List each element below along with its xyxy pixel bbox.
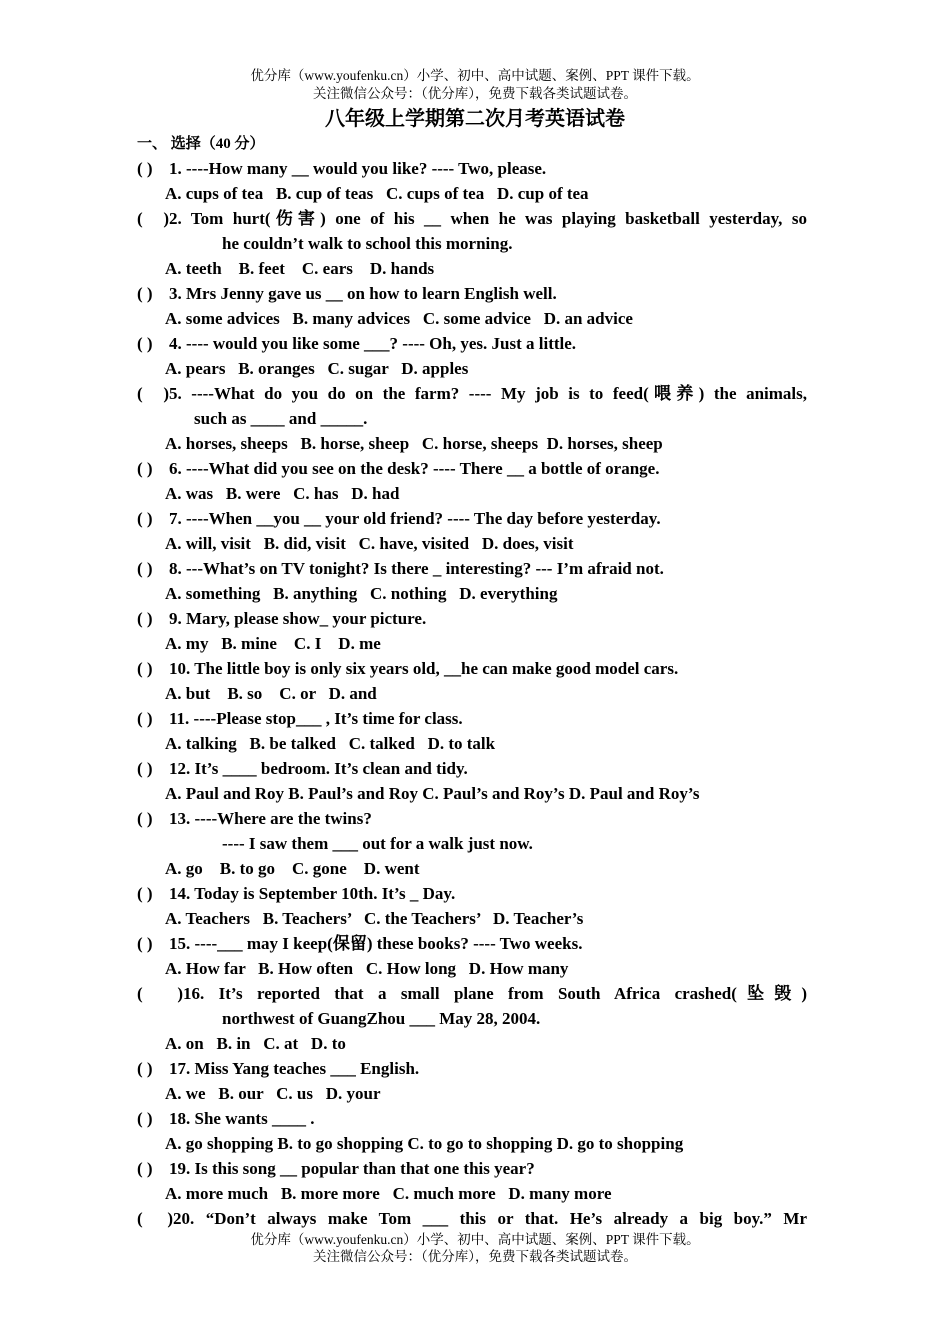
- question-options: A. Paul and Roy B. Paul’s and Roy C. Paul’s and Roy’s D. Paul and Roy’s: [165, 784, 700, 803]
- question-text: 9. Mary, please show_ your picture.: [169, 609, 427, 628]
- question-text: 11. ----Please stop___ , It’s time for class.: [169, 709, 463, 728]
- question-19: [137, 1156, 807, 1206]
- question-text: 12. It’s ____ bedroom. It’s clean and tidy.: [169, 759, 468, 778]
- answer-blank[interactable]: ( ): [137, 284, 153, 303]
- question-12: [137, 756, 807, 806]
- question-text: 2. Tom hurt(伤害) one of his __ when he was playing basketball yesterday, so: [169, 209, 807, 228]
- answer-blank[interactable]: ( ): [137, 934, 153, 953]
- question-18: [137, 1106, 807, 1156]
- question-text: 7. ----When __you __ your old friend? ---- The day before yesterday.: [169, 509, 661, 528]
- question-text: 16. It’s reported that a small plane from South Africa crashed(坠毁): [183, 984, 807, 1003]
- answer-blank[interactable]: ( ): [137, 1109, 153, 1128]
- question-options: A. cups of tea B. cup of teas C. cups of tea D. cup of tea: [165, 184, 589, 203]
- question-7: [137, 506, 807, 556]
- answer-blank[interactable]: ( ): [137, 884, 153, 903]
- question-text: 19. Is this song __ popular than that one this year?: [169, 1159, 535, 1178]
- answer-blank[interactable]: ( ): [137, 709, 153, 728]
- answer-blank[interactable]: ( ): [137, 559, 153, 578]
- question-4: [137, 331, 807, 381]
- question-20: [137, 1206, 807, 1231]
- question-options: A. on B. in C. at D. to: [165, 1034, 346, 1053]
- question-options: A. something B. anything C. nothing D. everything: [165, 584, 558, 603]
- question-text: 6. ----What did you see on the desk? ---- There __ a bottle of orange.: [169, 459, 660, 478]
- question-options: A. my B. mine C. I D. me: [165, 634, 381, 653]
- answer-blank[interactable]: ( ): [137, 1159, 153, 1178]
- question-options: A. pears B. oranges C. sugar D. apples: [165, 359, 469, 378]
- question-13: [137, 806, 807, 881]
- question-options: A. go shopping B. to go shopping C. to go to shopping D. go to shopping: [165, 1134, 684, 1153]
- answer-blank[interactable]: ( ): [137, 509, 153, 528]
- header-line-1: 优分库（www.youfenku.cn）小学、初中、高中试题、案例、PPT 课件下载。: [250, 68, 700, 83]
- question-text: 15. ----___ may I keep(保留) these books? ---- Two weeks.: [169, 934, 583, 953]
- answer-blank[interactable]: ( ): [137, 384, 169, 403]
- question-16: [137, 981, 807, 1056]
- footer-line-1: 优分库（www.youfenku.cn）小学、初中、高中试题、案例、PPT 课件下载。: [250, 1232, 700, 1247]
- question-options: A. but B. so C. or D. and: [165, 684, 377, 703]
- answer-blank[interactable]: ( ): [137, 1059, 153, 1078]
- question-continuation: ---- I saw them ___ out for a walk just now.: [222, 834, 533, 853]
- question-9: [137, 606, 807, 656]
- answer-blank[interactable]: ( ): [137, 334, 153, 353]
- exam-title: 八年级上学期第二次月考英语试卷: [325, 108, 625, 130]
- question-14: [137, 881, 807, 931]
- question-10: [137, 656, 807, 706]
- question-11: [137, 706, 807, 756]
- question-text: 5. ----What do you do on the farm? ---- My job is to feed(喂养) the animals,: [169, 384, 807, 403]
- question-text: 1. ----How many __ would you like? ---- Two, please.: [169, 159, 547, 178]
- question-1: [137, 156, 807, 206]
- question-options: A. teeth B. feet C. ears D. hands: [165, 259, 435, 278]
- question-text: 8. ---What’s on TV tonight? Is there _ interesting? --- I’m afraid not.: [169, 559, 664, 578]
- question-options: A. How far B. How often C. How long D. How many: [165, 959, 569, 978]
- footer-line-2: 关注微信公众号：（优分库），免费下载各类试题试卷。: [313, 1249, 637, 1264]
- question-options: A. will, visit B. did, visit C. have, visited D. does, visit: [165, 534, 574, 553]
- question-options: A. some advices B. many advices C. some advice D. an advice: [165, 309, 633, 328]
- question-3: [137, 281, 807, 331]
- header-line-2: 关注微信公众号：（优分库），免费下载各类试题试卷。: [313, 86, 637, 101]
- answer-blank[interactable]: ( ): [137, 209, 169, 228]
- answer-blank[interactable]: ( ): [137, 159, 153, 178]
- question-options: A. Teachers B. Teachers’ C. the Teachers’ D. Teacher’s: [165, 909, 584, 928]
- answer-blank[interactable]: ( ): [137, 1209, 173, 1228]
- question-continuation: northwest of GuangZhou ___ May 28, 2004.: [222, 1009, 541, 1028]
- question-options: A. was B. were C. has D. had: [165, 484, 400, 503]
- question-list: [137, 156, 807, 1231]
- question-5: [137, 381, 807, 456]
- question-continuation: such as ____ and _____.: [194, 409, 368, 428]
- answer-blank[interactable]: ( ): [137, 984, 183, 1003]
- question-text: 4. ---- would you like some ___? ---- Oh, yes. Just a little.: [169, 334, 577, 353]
- answer-blank[interactable]: ( ): [137, 759, 153, 778]
- section-heading: 一、 选择（40 分）: [137, 136, 265, 152]
- question-text: 17. Miss Yang teaches ___ English.: [169, 1059, 420, 1078]
- question-17: [137, 1056, 807, 1106]
- answer-blank[interactable]: ( ): [137, 659, 153, 678]
- answer-blank[interactable]: ( ): [137, 809, 153, 828]
- question-15: [137, 931, 807, 981]
- question-6: [137, 456, 807, 506]
- answer-blank[interactable]: ( ): [137, 609, 153, 628]
- question-text: 18. She wants ____ .: [169, 1109, 315, 1128]
- answer-blank[interactable]: ( ): [137, 459, 153, 478]
- question-2: [137, 206, 807, 281]
- question-options: A. talking B. be talked C. talked D. to talk: [165, 734, 496, 753]
- question-options: A. we B. our C. us D. your: [165, 1084, 381, 1103]
- question-options: A. go B. to go C. gone D. went: [165, 859, 420, 878]
- question-8: [137, 556, 807, 606]
- question-text: 20. “Don’t always make Tom ___ this or that. He’s already a big boy.” Mr: [173, 1209, 807, 1228]
- question-text: 13. ----Where are the twins?: [169, 809, 372, 828]
- question-options: A. horses, sheeps B. horse, sheep C. horse, sheeps D. horses, sheep: [165, 434, 663, 453]
- question-continuation: he couldn’t walk to school this morning.: [222, 234, 513, 253]
- question-options: A. more much B. more more C. much more D. many more: [165, 1184, 612, 1203]
- question-text: 10. The little boy is only six years old, __he can make good model cars.: [169, 659, 679, 678]
- question-text: 14. Today is September 10th. It’s _ Day.: [169, 884, 456, 903]
- question-text: 3. Mrs Jenny gave us __ on how to learn English well.: [169, 284, 557, 303]
